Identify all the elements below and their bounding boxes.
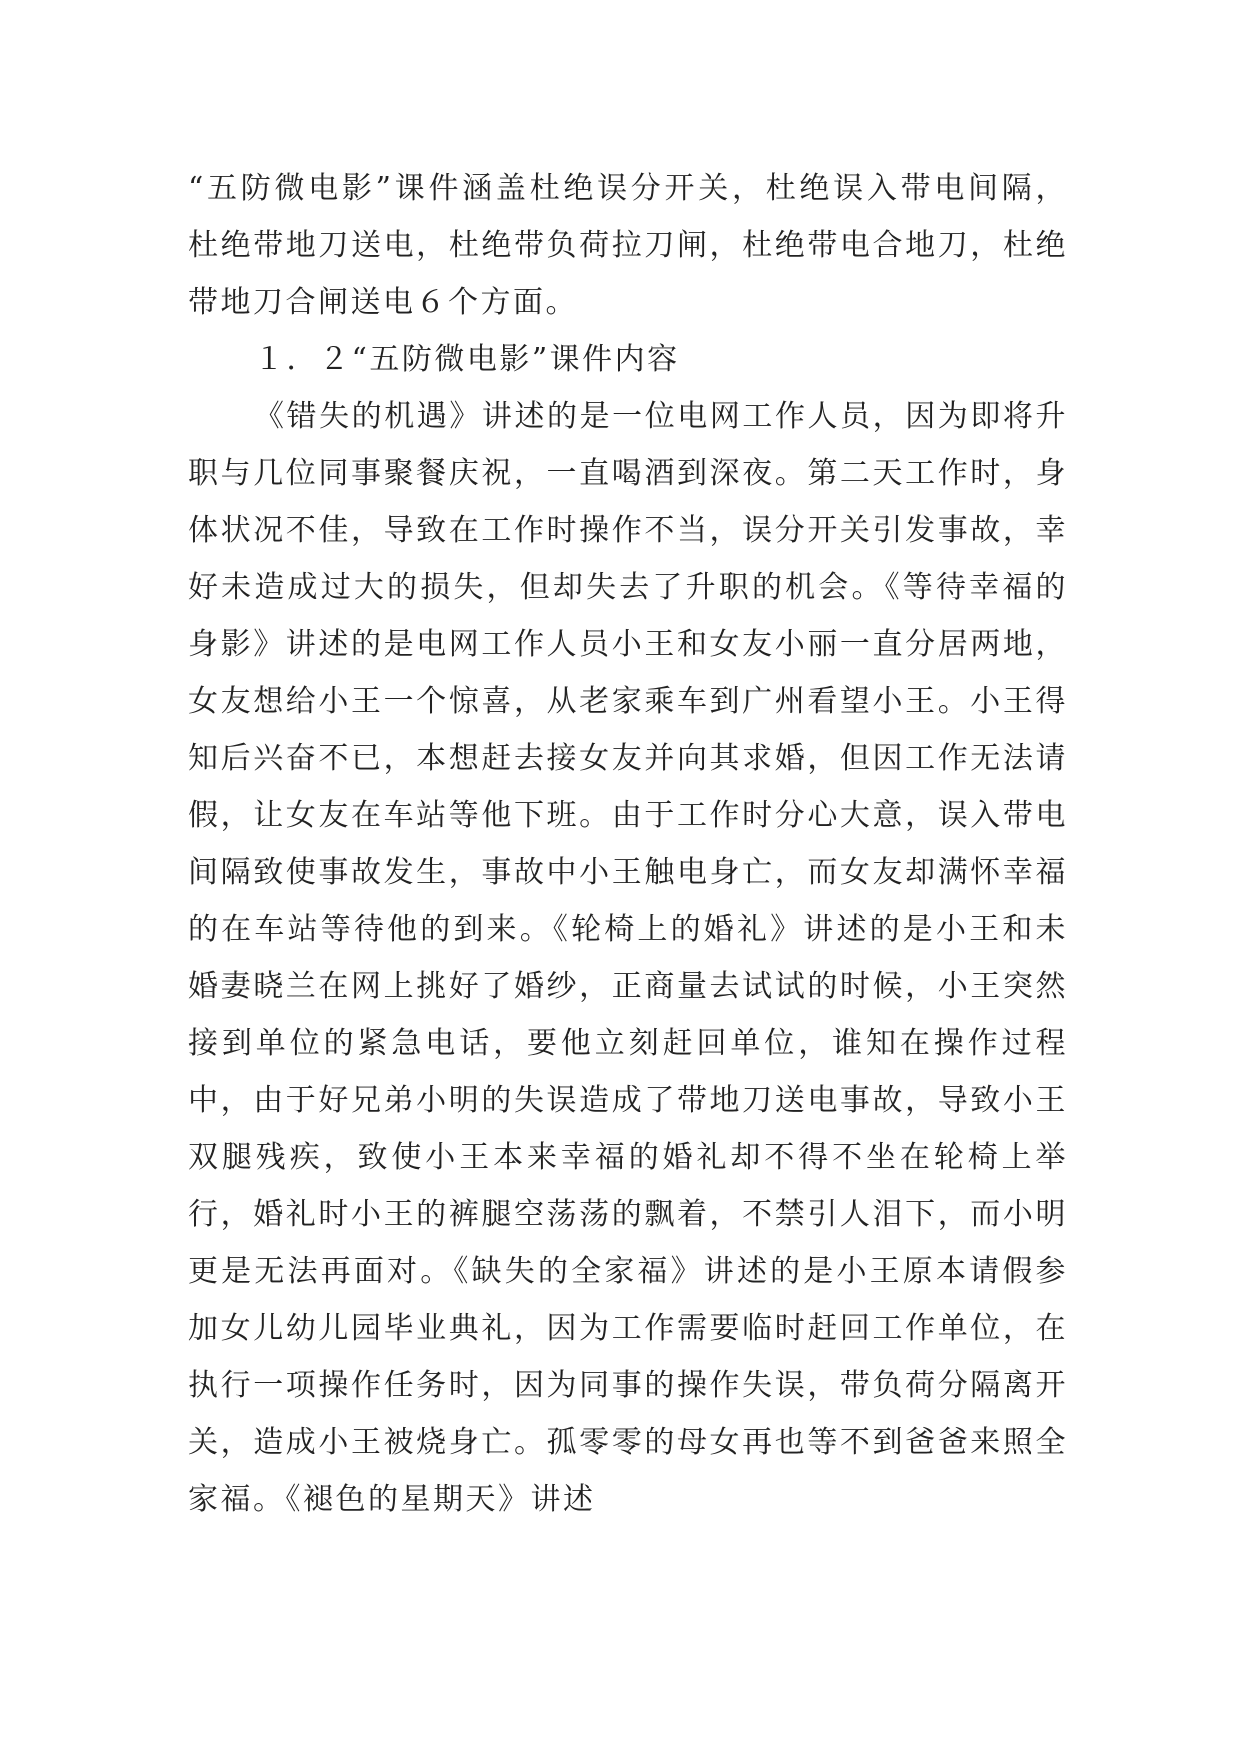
- section-heading-1-2: １．２“五防微电影”课件内容: [254, 342, 680, 377]
- document-body: [188, 160, 1068, 1528]
- paragraph-scope: “五防微电影”课件涵盖杜绝误分开关，杜绝误入带电间隔，杜绝带地刀送电，杜绝带负荷拉刀闸，杜绝带电合地刀，杜绝带地刀合闸送电６个方面。: [188, 171, 1068, 320]
- paragraph-content: 《错失的机遇》讲述的是一位电网工作人员，因为即将升职与几位同事聚餐庆祝，一直喝酒到深夜。第二天工作时，身体状况不佳，导致在工作时操作不当，误分开关引发事故，幸好未造成过大的损失，但却失去了升职的机会。《等待幸福的身影》讲述的是电网工作人员小王和女友小丽一直分居两地，女友想给小王一个惊喜，从老家乘车到广州看望小王。小王得知后兴奋不已，本想赶去接女友并向其求婚，但因工作无法请假，让女友在车站等他下班。由于工作时分心大意，误入带电间隔致使事故发生，事故中小王触电身亡，而女友却满怀幸福的在车站等待他的到来。《轮椅上的婚礼》讲述的是小王和未婚妻晓兰在网上挑好了婚纱，正商量去试试的时候，小王突然接到单位的紧急电话，要他立刻赶回单位，谁知在操作过程中，由于好兄弟小明的失误造成了带地刀送电事故，导致小王双腿残疾，致使小王本来幸福的婚礼却不得不坐在轮椅上举行，婚礼时小王的裤腿空荡荡的飘着，不禁引人泪下，而小明更是无法再面对。《缺失的全家福》讲述的是小王原本请假参加女儿幼儿园毕业典礼，因为工作需要临时赶回工作单位，在执行一项操作任务时，因为同事的操作失误，带负荷分隔离开关，造成小王被烧身亡。孤零零的母女再也等不到爸爸来照全家福。《褪色的星期天》讲述: [188, 399, 1068, 1517]
